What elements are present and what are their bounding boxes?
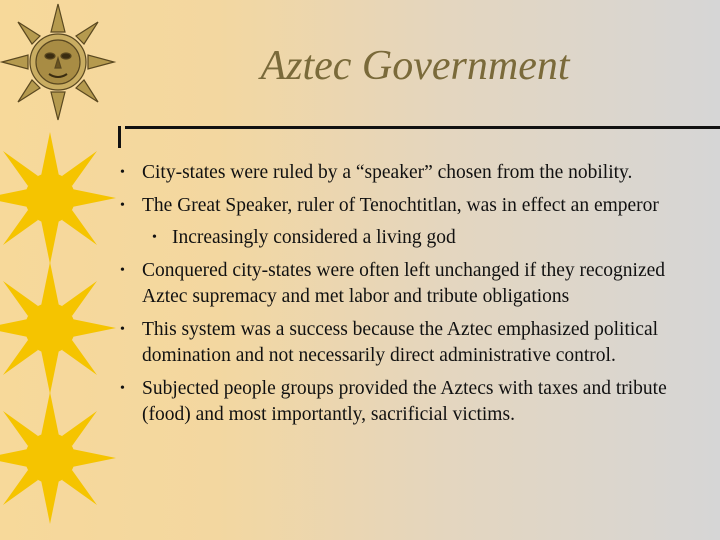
title-divider [125, 126, 720, 129]
bullet-item [114, 193, 704, 220]
sub-bullet-item [114, 225, 704, 252]
bullet-text: This system was a success because the Aztec emphasized political domination and not necessarily direct administrative control. [142, 318, 659, 366]
bullet-dot-icon: • [152, 230, 157, 245]
bullet-item [114, 258, 704, 311]
bullet-dot-icon: • [120, 262, 125, 278]
bullet-list [114, 160, 704, 435]
bullet-item [114, 317, 704, 370]
bullet-item [114, 376, 704, 429]
bullet-text: The Great Speaker, ruler of Tenochtitlan, was in effect an emperor [142, 194, 659, 216]
sun-icon [0, 128, 120, 268]
bullet-text: City-states were ruled by a “speaker” chosen from the nobility. [142, 162, 633, 183]
bullet-dot-icon: • [120, 321, 125, 337]
sun-icon [0, 258, 120, 398]
bullet-item [114, 160, 704, 187]
slide-title: Aztec Government [260, 43, 570, 89]
bullet-dot-icon: • [120, 197, 125, 213]
bullet-text: Increasingly considered a living god [172, 227, 456, 248]
bullet-dot-icon: • [120, 380, 125, 396]
sun-icon [0, 388, 120, 528]
title-divider-tick [118, 126, 121, 148]
sun-face-icon [0, 0, 118, 122]
bullet-text: Subjected people groups provided the Aztecs with taxes and tribute (food) and most importantly, sacrificial victims. [142, 377, 667, 425]
bullet-dot-icon: • [120, 165, 125, 180]
bullet-text: Conquered city-states were often left unchanged if they recognized Aztec supremacy and met labor and tribute obligations [142, 259, 666, 307]
